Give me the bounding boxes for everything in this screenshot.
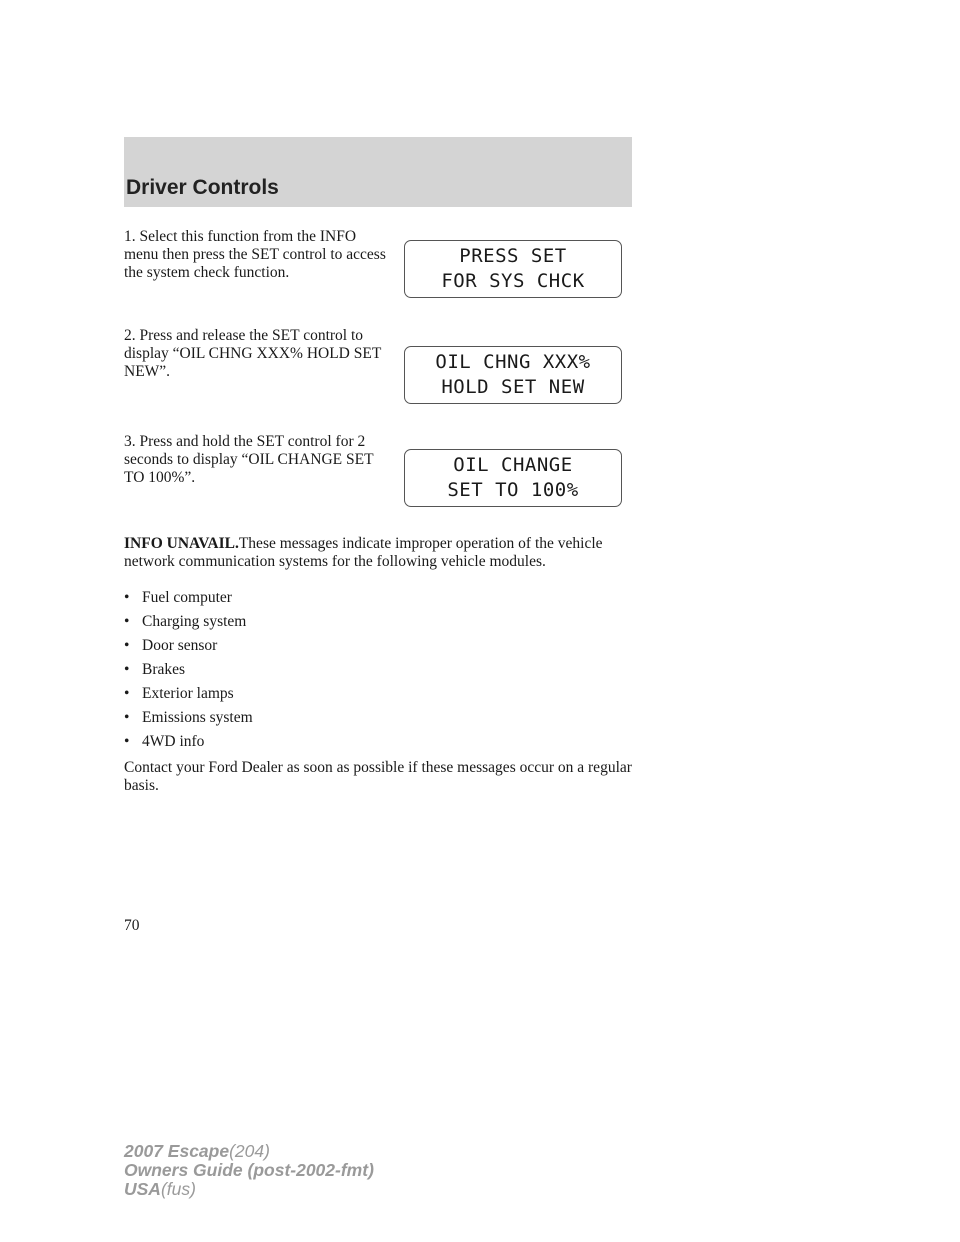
document-footer — [124, 1142, 374, 1199]
lcd-line-2: HOLD SET NEW — [441, 376, 585, 398]
module-list — [124, 589, 253, 757]
footer-line-3: USA(fus) — [124, 1179, 196, 1199]
footer-line-1: 2007 Escape(204) — [124, 1141, 270, 1161]
step-2-text: 2. Press and release the SET control to display “OIL CHNG XXX% HOLD SET NEW”. — [124, 327, 382, 380]
bullet-icon: • — [124, 589, 130, 606]
info-unavail-text: These messages indicate improper operation of the vehicle network communication systems for the following vehicle modules. — [124, 535, 603, 570]
lcd-display-oil-change-set — [404, 449, 622, 507]
list-item: • Exterior lamps — [124, 685, 234, 702]
step-1-text: 1. Select this function from the INFO menu then press the SET control to access the system check function. — [124, 228, 386, 281]
contact-dealer-text: Contact your Ford Dealer as soon as possible if these messages occur on a regular basis. — [124, 759, 632, 794]
list-item: • Door sensor — [124, 637, 218, 654]
section-title: Driver Controls — [126, 176, 279, 199]
info-unavail-heading: INFO UNAVAIL. — [124, 535, 239, 552]
lcd-display-oil-chng — [404, 346, 622, 404]
list-item: • Charging system — [124, 613, 247, 630]
bullet-icon: • — [124, 661, 130, 678]
lcd-line-1: OIL CHANGE — [453, 454, 573, 476]
lcd-line-1: OIL CHNG XXX% — [435, 351, 591, 373]
list-item: • Emissions system — [124, 709, 253, 726]
footer-line-2: Owners Guide (post-2002-fmt) — [124, 1160, 374, 1180]
lcd-display-press-set — [404, 240, 622, 298]
bullet-icon: • — [124, 733, 130, 750]
list-item: • 4WD info — [124, 733, 205, 750]
list-item: • Fuel computer — [124, 589, 232, 606]
page-number: 70 — [124, 917, 140, 934]
lcd-line-2: FOR SYS CHCK — [441, 270, 585, 292]
lcd-line-2: SET TO 100% — [447, 479, 579, 501]
info-unavail-paragraph — [124, 535, 624, 571]
bullet-icon: • — [124, 685, 130, 702]
bullet-icon: • — [124, 709, 130, 726]
lcd-line-1: PRESS SET — [459, 245, 567, 267]
step-3-text: 3. Press and hold the SET control for 2 seconds to display “OIL CHANGE SET TO 100%”. — [124, 433, 374, 486]
bullet-icon: • — [124, 613, 130, 630]
bullet-icon: • — [124, 637, 130, 654]
list-item: • Brakes — [124, 661, 186, 678]
